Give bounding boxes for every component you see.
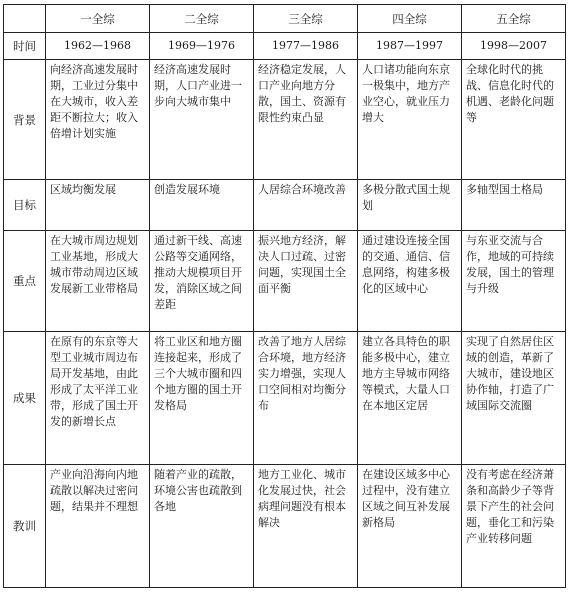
table-cell: 在建设区域多中心过程中，没有建立区域之间互补发展新格局 xyxy=(358,465,462,588)
table-cell: 向经济高速发展时期，工业过分集中在大城市，收入差距不断拉大；收入倍增计划实施 xyxy=(46,60,150,180)
table-cell: 多轴型国土格局 xyxy=(462,180,566,231)
table-row-background xyxy=(4,60,566,180)
row-label: 目标 xyxy=(4,180,46,231)
row-label: 时间 xyxy=(4,33,46,60)
row-label: 教训 xyxy=(4,465,46,588)
table-cell: 随着产业的疏散，环境公害也疏散到各地 xyxy=(150,465,254,588)
table-row-focus xyxy=(4,231,566,332)
national-plan-table xyxy=(3,4,566,588)
table-cell: 没有考虑在经济萧条和高龄少子等背景下产生的社会问题，垂化工和污染产业转移问题 xyxy=(462,465,566,588)
table-cell: 地方工业化、城市化发展过快，社会病理问题没有根本解决 xyxy=(254,465,358,588)
table-cell: 通过新干线、高速公路等交通网络，推动大规模项目开发，消除区域之间差距 xyxy=(150,231,254,332)
table-cell: 1962—1968 xyxy=(46,33,150,60)
table-cell: 1969—1976 xyxy=(150,33,254,60)
table-row-goal xyxy=(4,180,566,231)
corner-cell xyxy=(4,5,46,33)
table-cell: 经济高速发展时期，人口产业进一步向大城市集中 xyxy=(150,60,254,180)
table-cell: 产业向沿海向内地疏散以解决过密问题，结果并不理想 xyxy=(46,465,150,588)
header-row xyxy=(4,5,566,33)
table-row-lessons xyxy=(4,465,566,588)
table-cell: 1998—2007 xyxy=(462,33,566,60)
column-header: 二全综 xyxy=(150,5,254,33)
row-label: 背景 xyxy=(4,60,46,180)
table-cell: 1977—1986 xyxy=(254,33,358,60)
table-row-time xyxy=(4,33,566,60)
table-cell: 人口诸功能向东京一极集中，地方产业空心，就业压力增大 xyxy=(358,60,462,180)
table-cell: 振兴地方经济，解决人口过疏、过密问题，实现国土全面平衡 xyxy=(254,231,358,332)
table-cell: 在原有的东京等大型工业城市周边布局开发基地，由此形成了太平洋工业带，形成了国土开发的新增长点 xyxy=(46,332,150,465)
table-cell: 经济稳定发展，人口产业向地方分散，国土、资源有限性约束凸显 xyxy=(254,60,358,180)
row-label: 成果 xyxy=(4,332,46,465)
table-cell: 1987—1997 xyxy=(358,33,462,60)
table-cell: 建立各具特色的职能多极中心，建立地方主导城市网络等模式，大量人口在本地区定居 xyxy=(358,332,462,465)
column-header: 五全综 xyxy=(462,5,566,33)
column-header: 三全综 xyxy=(254,5,358,33)
table-cell: 创造发展环境 xyxy=(150,180,254,231)
table-cell: 多极分散式国土规划 xyxy=(358,180,462,231)
table-cell: 将工业区和地方圈连接起来，形成了三个大城市圈和四个地方圈的国土开发格局 xyxy=(150,332,254,465)
table-cell: 人居综合环境改善 xyxy=(254,180,358,231)
column-header: 一全综 xyxy=(46,5,150,33)
column-header: 四全综 xyxy=(358,5,462,33)
table-cell: 区域均衡发展 xyxy=(46,180,150,231)
table-cell: 改善了地方人居综合环境，地方经济实力增强，实现人口空间相对均衡分布 xyxy=(254,332,358,465)
table-cell: 实现了自然居住区域的创造，革新了大城市，建设地区协作轴，打造了广域国际交流圈 xyxy=(462,332,566,465)
table-row-results xyxy=(4,332,566,465)
table-cell: 在大城市周边规划工业基地，形成大城市带动周边区域发展新工业带格局 xyxy=(46,231,150,332)
row-label: 重点 xyxy=(4,231,46,332)
table-cell: 与东亚交流与合作，地域的可持续发展，国土的管理与升级 xyxy=(462,231,566,332)
table-cell: 全球化时代的挑战、信息化时代的机遇、老龄化问题等 xyxy=(462,60,566,180)
table-cell: 通过建设连接全国的交通、通信、信息网络，构建多极化的区域中心 xyxy=(358,231,462,332)
